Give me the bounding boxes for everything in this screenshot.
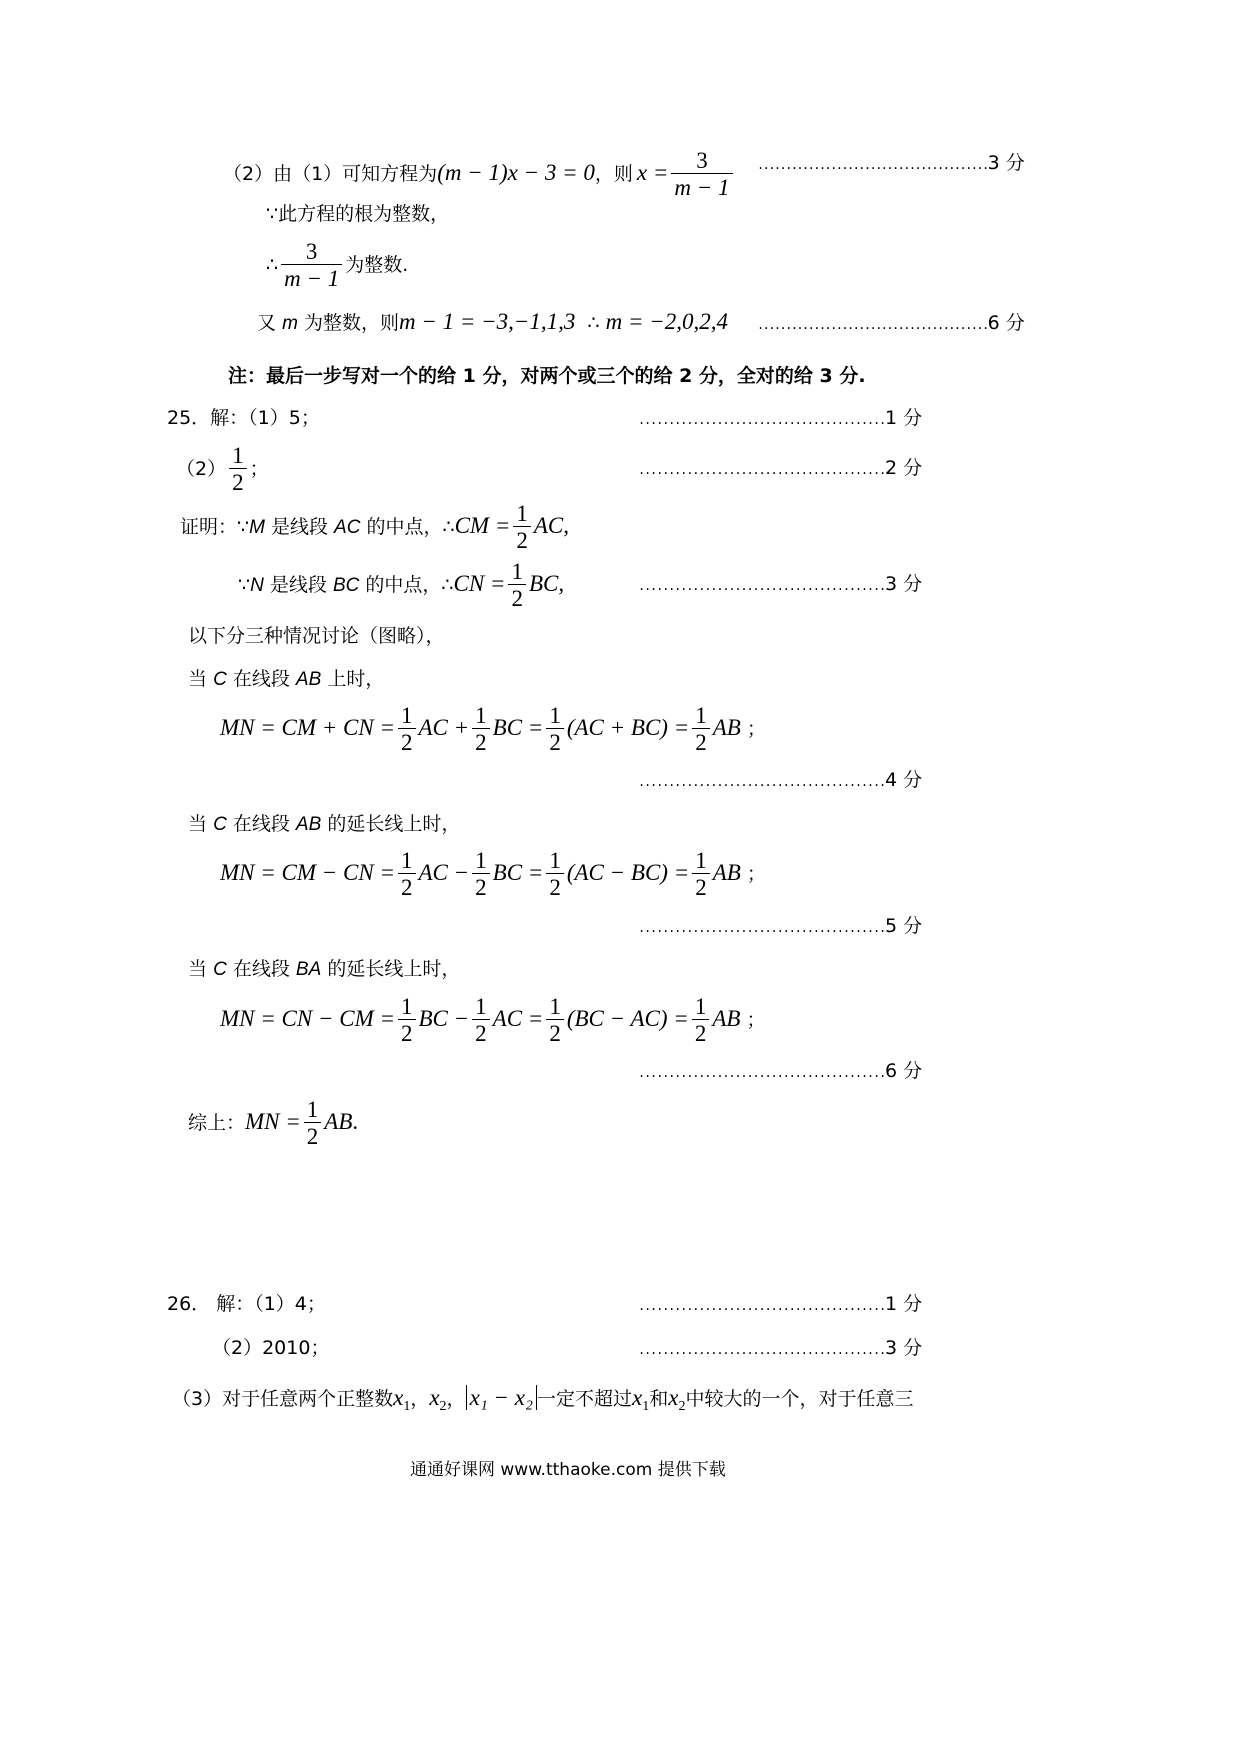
fraction-half: $\frac{1}{2}$: [398, 704, 416, 755]
fraction-half: $\frac{1}{2}$: [692, 704, 710, 755]
score-4: .........................................4 分: [638, 769, 923, 791]
fraction-half: $\frac{1}{2}$: [472, 704, 490, 755]
score-3: .........................................3 分: [757, 152, 1025, 174]
p24-line-3: ∴ $\frac{3}{m - 1}$ 为整数.: [266, 239, 409, 291]
p25-line-4: ∵N 是线段 BC 的中点，∴CN = $\frac{1}{2}$ BC,: [238, 559, 565, 611]
fraction: $\frac{3}{m - 1}$: [281, 240, 342, 291]
score-2: .........................................2 分: [638, 457, 923, 479]
fraction-half: $\frac{1}{2}$: [398, 995, 416, 1046]
score-5: .........................................5 分: [638, 915, 923, 937]
score-1: .........................................1 分: [638, 407, 923, 429]
p25-proof-line: 证明：∵M 是线段 AC 的中点，∴CM = $\frac{1}{2}$ AC,: [180, 501, 569, 553]
score-6: .........................................6 分: [757, 312, 1025, 334]
fraction: $\frac{3}{m - 1}$: [671, 149, 732, 200]
p26-line-3: （3）对于任意两个正整数$x_1$，$x_2$， x₁ − x₂ 一定不超过$x_1$和$x_2$中较大的一个，对于任意三: [172, 1385, 914, 1414]
fraction-half: $\frac{1}{2}$: [546, 849, 564, 900]
equation: (m − 1)x − 3 = 0: [437, 160, 595, 185]
score-3b: .........................................3 分: [638, 573, 923, 595]
case-1-equation: MN = CM + CN = $\frac{1}{2}$ AC + $\frac{1}{2}$ BC = $\frac{1}{2}$ (AC + BC) = $\frac{1}{2}$ AB ；: [220, 703, 766, 755]
fraction-half: $\frac{1}{2}$: [472, 995, 490, 1046]
p26-line-1: 26． 解：（1）4；: [167, 1293, 326, 1315]
p25-line-1: 25．解：（1）5；: [167, 407, 320, 429]
fraction-half: $\frac{1}{2}$: [692, 849, 710, 900]
score-6b: .........................................6 分: [638, 1060, 923, 1082]
p24-line-4: 又 m 为整数，则m − 1 = −3,−1,1,3 ∴ m = −2,0,2,4: [257, 309, 729, 334]
case-3-label: 当 C 在线段 BA 的延长线上时，: [188, 958, 461, 980]
fraction-half: $\frac{1}{2}$: [513, 502, 531, 553]
case-1-label: 当 C 在线段 AB 上时，: [188, 668, 385, 690]
fraction-half: $\frac{1}{2}$: [546, 995, 564, 1046]
score-1b: .........................................1 分: [638, 1293, 923, 1315]
absolute-value: x₁ − x₂: [466, 1385, 537, 1410]
p25-line-5: 以下分三种情况讨论（图略），: [188, 625, 445, 647]
fraction-half: $\frac{1}{2}$: [398, 849, 416, 900]
fraction-half: $\frac{1}{2}$: [229, 444, 247, 495]
fraction-half: $\frac{1}{2}$: [508, 560, 526, 611]
case-2-label: 当 C 在线段 AB 的延长线上时，: [188, 813, 461, 835]
score-3c: .........................................3 分: [638, 1337, 923, 1359]
page-footer: 通通好课网 www.tthaoke.com 提供下载: [410, 1460, 726, 1480]
p26-line-2: （2）2010；: [212, 1337, 330, 1359]
fraction-half: $\frac{1}{2}$: [304, 1098, 322, 1149]
p24-line-2: ∵此方程的根为整数，: [266, 203, 450, 225]
fraction-half: $\frac{1}{2}$: [546, 704, 564, 755]
p24-line-1: （2）由（1）可知方程为(m − 1)x − 3 = 0，则 x = $\frac{3}{m - 1}$: [223, 149, 736, 200]
p25-line-2: （2） $\frac{1}{2}$ ；: [176, 443, 269, 495]
case-2-equation: MN = CM − CN = $\frac{1}{2}$ AC − $\frac{1}{2}$ BC = $\frac{1}{2}$ (AC − BC) = $\frac{1}{2}$ AB ；: [220, 848, 766, 900]
fraction-half: $\frac{1}{2}$: [692, 995, 710, 1046]
fraction-half: $\frac{1}{2}$: [472, 849, 490, 900]
scoring-note: 注：最后一步写对一个的给 1 分，对两个或三个的给 2 分，全对的给 3 分.: [228, 365, 866, 387]
case-3-equation: MN = CN − CM = $\frac{1}{2}$ BC − $\frac{1}{2}$ AC = $\frac{1}{2}$ (BC − AC) = $\frac{1}{2}$ AB ；: [220, 994, 766, 1046]
p25-summary: 综上：MN = $\frac{1}{2}$ AB.: [188, 1097, 359, 1149]
